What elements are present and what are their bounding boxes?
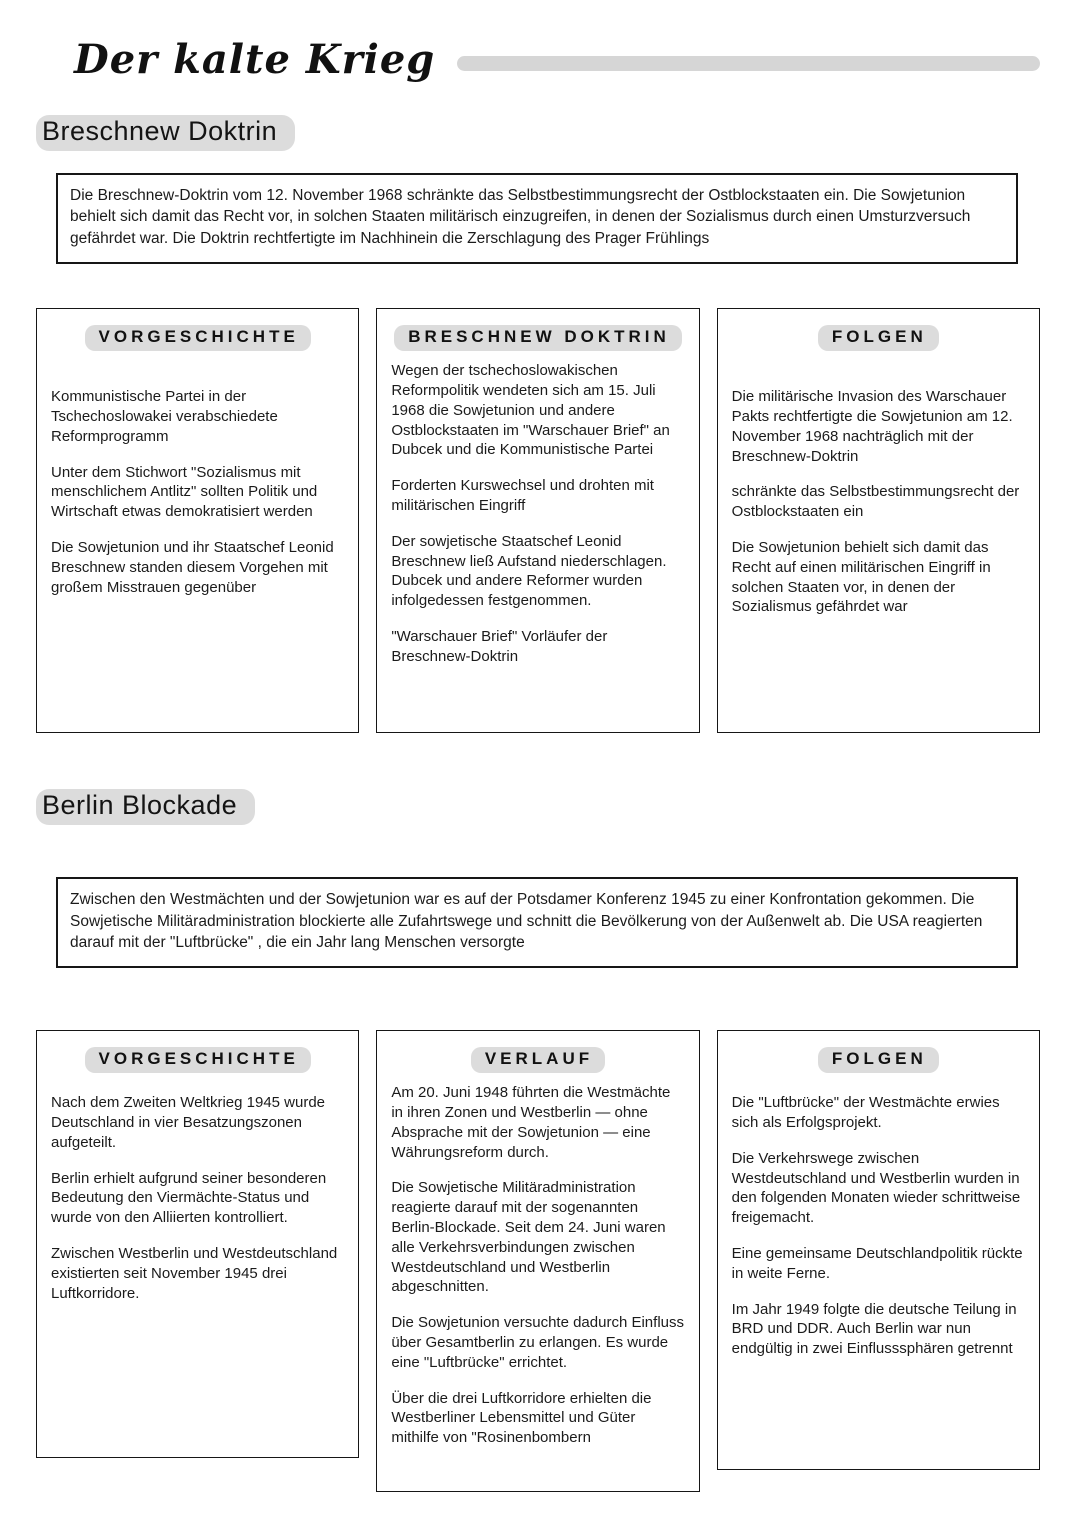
columns-row-berlin — [36, 1030, 1040, 1492]
column-body — [51, 387, 344, 597]
note-paragraph: Am 20. Juni 1948 führten die Westmächte in ihren Zonen und Westberlin — ohne Absprache mit der Sowjetunion — eine Währungsreform durch. — [391, 1084, 671, 1161]
column-body — [732, 1093, 1025, 1359]
note-paragraph: Die Sowjetische Militäradministration reagierte darauf mit der sogenannten Berlin-Blockade. Seit dem 24. Juni waren alle Verkehrsverbindungen zwischen Westdeutschland und Westberlin abgeschnitten. — [391, 1179, 666, 1296]
title-underline-bar — [457, 56, 1040, 71]
note-paragraph: Die "Luftbrücke" der Westmächte erwies sich als Erfolgsprojekt. — [731, 1094, 1000, 1132]
intro-text: Zwischen den Westmächten und der Sowjetunion war es auf der Potsdamer Konferenz 1945 zu einer Konfrontation gekommen. Die Sowjetische Militäradministration blockierte alle Zufahrtswege und schnitt die Bevölkerung von der Außenwelt ab. Die USA reagierten darauf mit der "Luftbrücke" , die ein Jahr lang Menschen versorgte — [70, 891, 983, 951]
note-paragraph: Nach dem Zweiten Weltkrieg 1945 wurde Deutschland in vier Besatzungszonen aufgeteilt. — [51, 1094, 326, 1151]
column-body — [391, 361, 684, 666]
column-header — [391, 1047, 684, 1073]
section-heading-highlight: Berlin Blockade — [36, 789, 255, 825]
section-breschnew-doktrin — [36, 115, 1040, 733]
intro-box-breschnew — [56, 173, 1018, 264]
section-berlin-blockade — [36, 789, 1040, 1492]
page-header — [36, 36, 1040, 83]
column-header — [51, 325, 344, 351]
note-paragraph: Die Sowjetunion versuchte dadurch Einfluss über Gesamtberlin zu erlangen. Es wurde eine "Luftbrücke" errichtet. — [391, 1314, 684, 1371]
column-header-highlight: VORGESCHICHTE — [85, 325, 311, 351]
note-paragraph: Wegen der tschechoslowakischen Reformpolitik wendeten sich am 15. Juli 1968 die Sowjetunion und andere Ostblockstaaten im "Warschauer Brief" an Dubcek und die Kommunistische Partei — [391, 362, 670, 459]
column-header — [391, 325, 684, 351]
note-paragraph: Berlin erhielt aufgrund seiner besonderen Bedeutung den Viermächte-Status und wurde von den Alliierten kontrolliert. — [51, 1169, 327, 1227]
note-paragraph: Über die drei Luftkorridore erhielten die Westberliner Lebensmittel und Güter mithilfe von "Rosinenbombern — [391, 1389, 652, 1447]
column-header-highlight: FOLGEN — [818, 1047, 939, 1073]
section-heading — [36, 789, 1040, 825]
note-paragraph: Der sowjetische Staatschef Leonid Breschnew ließ Aufstand niederschlagen. Dubcek und andere Reformer wurden infolgedessen festgenommen. — [391, 532, 667, 610]
note-paragraph: "Warschauer Brief" Vorläufer der Breschnew-Doktrin — [391, 627, 608, 665]
note-paragraph: Zwischen Westberlin und Westdeutschland existierten seit November 1945 drei Luftkorridore. — [51, 1245, 338, 1302]
column-header-highlight: BRESCHNEW DOKTRIN — [394, 325, 682, 351]
note-paragraph: Im Jahr 1949 folgte die deutsche Teilung in BRD und DDR. Auch Berlin war nun endgültig in zwei Einflusssphären getrennt — [731, 1300, 1017, 1358]
section-heading-highlight: Breschnew Doktrin — [36, 115, 295, 151]
column-body — [391, 1083, 684, 1448]
column-header — [732, 1047, 1025, 1073]
note-paragraph: Forderten Kurswechsel und drohten mit militärischen Eingriff — [391, 477, 654, 514]
column-vorgeschichte — [36, 308, 359, 733]
note-paragraph: Unter dem Stichwort "Sozialismus mit menschlichem Antlitz" sollten Politik und Wirtschaft etwas demokratisiert werden — [51, 463, 318, 521]
section-heading — [36, 115, 1040, 151]
intro-text: Die Breschnew-Doktrin vom 12. November 1968 schränkte das Selbstbestimmungsrecht der Ostblockstaaten ein. Die Sowjetunion behielt sich damit das Recht vor, in solchen Staaten militärisch einzugreifen, in denen der Sozialismus durch einen Umsturzversuch gefährdet war. Die Doktrin rechtfertigte im Nachhinein die Zerschlagung des Prager Frühlings — [70, 187, 971, 247]
column-breschnew-doktrin — [376, 308, 699, 733]
intro-box-berlin — [56, 877, 1018, 968]
column-header-highlight: VORGESCHICHTE — [85, 1047, 311, 1073]
column-vorgeschichte — [36, 1030, 359, 1458]
note-paragraph: Eine gemeinsame Deutschlandpolitik rückte in weite Ferne. — [731, 1245, 1023, 1282]
column-header-highlight: VERLAUF — [471, 1047, 605, 1073]
note-paragraph: Die militärische Invasion des Warschauer Pakts rechtfertigte die Sowjetunion am 12. November 1968 nachträglich mit der Breschnew-Doktrin — [731, 388, 1013, 465]
columns-row-breschnew — [36, 308, 1040, 733]
note-paragraph: Die Verkehrswege zwischen Westdeutschland und Westberlin wurden in den folgenden Monaten wieder schrittweise freigemacht. — [731, 1149, 1021, 1227]
column-header-highlight: FOLGEN — [818, 325, 939, 351]
column-header — [732, 325, 1025, 351]
column-header — [51, 1047, 344, 1073]
note-paragraph: Die Sowjetunion behielt sich damit das Recht auf einen militärischen Eingriff in solchen Staaten vor, in denen der Sozialismus gefährdet war — [731, 538, 991, 616]
note-paragraph: Kommunistische Partei in der Tschechoslowakei verabschiedete Reformprogramm — [51, 388, 278, 445]
column-body — [51, 1093, 344, 1303]
column-verlauf — [376, 1030, 699, 1492]
column-folgen — [717, 1030, 1040, 1470]
note-paragraph: Die Sowjetunion und ihr Staatschef Leonid Breschnew standen diesem Vorgehen mit großem Misstrauen gegenüber — [51, 538, 334, 596]
page-title: Der kalte Krieg — [74, 36, 436, 83]
note-paragraph: schränkte das Selbstbestimmungsrecht der Ostblockstaaten ein — [731, 483, 1020, 521]
column-folgen — [717, 308, 1040, 733]
column-body — [732, 387, 1025, 617]
